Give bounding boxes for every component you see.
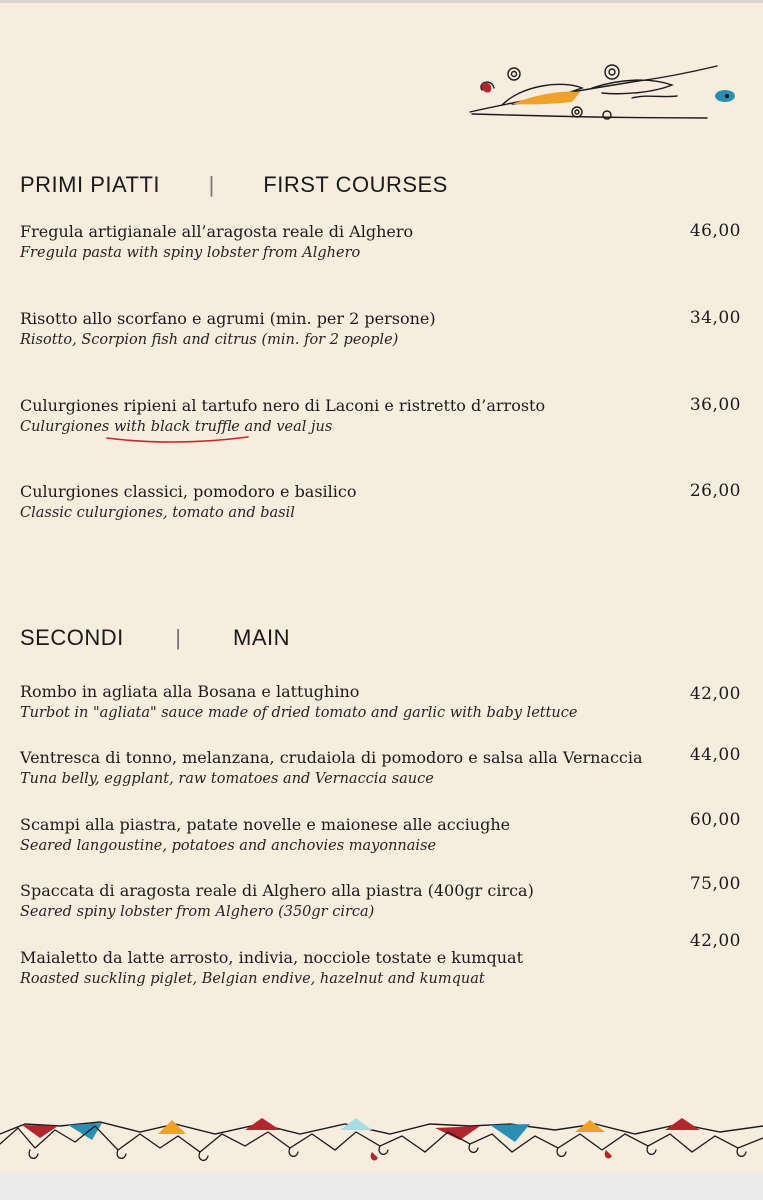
menu-item-price: 42,00 xyxy=(689,931,741,951)
menu-item-name-it: Culurgiones ripieni al tartufo nero di Laconi e ristretto d’arrosto xyxy=(20,396,546,415)
section-title-en: MAIN xyxy=(233,625,290,650)
menu-item xyxy=(20,681,745,723)
menu-item-name-it: Maialetto da latte arrosto, indivia, nocciole tostate e kumquat xyxy=(20,948,523,967)
menu-item-name-en: Roasted suckling piglet, Belgian endive, hazelnut and kumquat xyxy=(20,971,485,987)
menu-item-name-en: Seared langoustine, potatoes and anchovies mayonnaise xyxy=(20,838,437,854)
section-title-primi xyxy=(20,172,448,198)
menu-item-name-en: Seared spiny lobster from Alghero (350gr circa) xyxy=(20,904,375,920)
menu-item-name-it: Spaccata di aragosta reale di Alghero alla piastra (400gr circa) xyxy=(20,881,534,900)
section-title-en: FIRST COURSES xyxy=(263,172,448,197)
menu-item xyxy=(20,747,745,789)
menu-item-name-it: Ventresca di tonno, melanzana, crudaiola di pomodoro e salsa alla Vernaccia xyxy=(20,748,643,767)
menu-item-price: 26,00 xyxy=(689,481,741,501)
section-separator: | xyxy=(208,172,215,197)
menu-item-name-it: Risotto allo scorfano e agrumi (min. per 2 persone) xyxy=(20,309,436,328)
bottom-border xyxy=(0,1172,763,1200)
menu-item xyxy=(20,880,745,922)
section-title-it: PRIMI PIATTI xyxy=(20,172,161,197)
menu-item-price: 46,00 xyxy=(689,221,741,241)
menu-item-name-en: Risotto, Scorpion fish and citrus (min. for 2 people) xyxy=(20,332,399,348)
bunting-flags-icon xyxy=(0,1112,763,1172)
menu-item xyxy=(20,947,745,989)
red-underline-mark xyxy=(105,434,250,446)
menu-item-price: 75,00 xyxy=(689,874,741,894)
menu-item-name-en: Classic culurgiones, tomato and basil xyxy=(20,505,295,521)
menu-item xyxy=(20,221,745,263)
menu-item xyxy=(20,308,745,350)
menu-item-name-it: Rombo in agliata alla Bosana e lattughino xyxy=(20,682,360,701)
menu-item-price: 44,00 xyxy=(689,745,741,765)
section-separator: | xyxy=(175,625,182,650)
menu-item-price: 34,00 xyxy=(689,308,741,328)
menu-item xyxy=(20,395,745,437)
menu-item-name-it: Scampi alla piastra, patate novelle e maionese alle acciughe xyxy=(20,815,511,834)
section-title-secondi xyxy=(20,625,290,651)
line-art-boat-fish-icon xyxy=(462,60,752,130)
menu-item xyxy=(20,481,745,523)
menu-item-name-en: Tuna belly, eggplant, raw tomatoes and Vernaccia sauce xyxy=(20,771,434,787)
section-title-it: SECONDI xyxy=(20,625,124,650)
menu-item-name-it: Fregula artigianale all’aragosta reale di Alghero xyxy=(20,222,414,241)
menu-item-name-en: Fregula pasta with spiny lobster from Alghero xyxy=(20,245,361,261)
menu-item-price: 60,00 xyxy=(689,810,741,830)
menu-item-name-it: Culurgiones classici, pomodoro e basilico xyxy=(20,482,357,501)
menu-item-name-en: Culurgiones with black truffle and veal jus xyxy=(20,419,333,435)
menu-item-price: 42,00 xyxy=(689,684,741,704)
menu-item-price: 36,00 xyxy=(689,395,741,415)
top-border xyxy=(0,0,763,3)
menu-item-name-en: Turbot in "agliata" sauce made of dried tomato and garlic with baby lettuce xyxy=(20,705,578,721)
menu-item xyxy=(20,814,745,856)
